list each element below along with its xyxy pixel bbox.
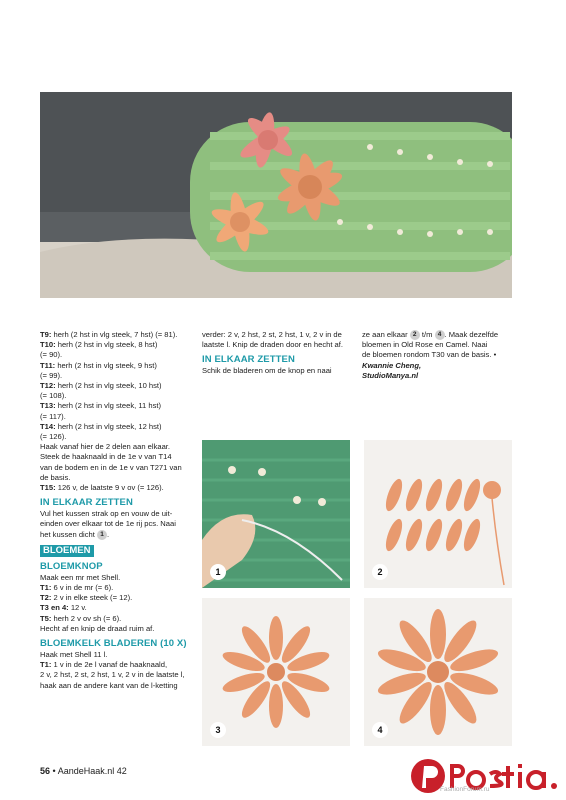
button-intro: Maak een mr met Shell. xyxy=(40,572,121,582)
right-column xyxy=(362,330,522,381)
middle-text: Schik de bladeren om de knop en naai xyxy=(202,366,332,376)
leaves-intro: Haak met Shell 11 l. xyxy=(40,650,108,660)
instruction-row: T3 en 4: 12 v. xyxy=(40,603,87,613)
author-name: Kwannie Cheng, xyxy=(362,360,422,370)
button-end: Hecht af en knip de draad ruim af. xyxy=(40,623,155,633)
heading-assembly: IN ELKAAR ZETTEN xyxy=(40,497,133,509)
instruction-row: T13: herh (2 hst in vlg steek, 11 hst) xyxy=(40,401,162,411)
instruction-row: T9: herh (2 hst in vlg steek, 7 hst) (= 81). xyxy=(40,330,178,339)
heading-assembly-2: IN ELKAAR ZETTEN xyxy=(202,354,295,366)
heading-leaves: BLOEMKELK BLADEREN (10 X) xyxy=(40,638,187,650)
magazine-name: AandeHaak.nl 42 xyxy=(57,766,127,776)
instruction-row: T10: herh (2 hst in vlg steek, 8 hst) xyxy=(40,340,158,350)
middle-column xyxy=(202,330,358,377)
assembly-text: Vul het kussen strak op en vouw de uit- xyxy=(40,509,173,519)
leaves-text: haak aan de andere kant van de l-ketting xyxy=(40,680,178,690)
instruction-row: T14: herh (2 hst in vlg steek, 12 hst) xyxy=(40,421,162,431)
instruction-row: T11: herh (2 hst in vlg steek, 9 hst) xyxy=(40,360,157,370)
heading-button: BLOEMKNOP xyxy=(40,560,103,572)
right-text: ze aan elkaar 2 t/m 4 . Maak dezelfde xyxy=(362,330,499,339)
step-photo-1 xyxy=(202,440,350,588)
instruction-row: Haak vanaf hier de 2 delen aan elkaar. xyxy=(40,442,171,452)
photo-ref-badge: 1 xyxy=(97,530,107,540)
photo-ref-badge: 4 xyxy=(435,330,445,340)
instruction-row: (= 117). xyxy=(40,411,66,421)
page-footer: 56 • AandeHaak.nl 42 xyxy=(40,766,127,776)
step-photo-4 xyxy=(364,598,512,746)
instruction-row: de basis. xyxy=(40,472,71,482)
step-photo-2 xyxy=(364,440,512,588)
author-studio: StudioManya.nl xyxy=(362,370,419,380)
step-badge: 3 xyxy=(210,722,226,738)
right-text: de bloemen rondom T30 van de basis. • xyxy=(362,350,497,360)
instruction-row: (= 90). xyxy=(40,350,63,360)
step-photo-3 xyxy=(202,598,350,746)
middle-text: verder: 2 v, 2 hst, 2 st, 2 hst, 1 v, 2 v in de xyxy=(202,330,342,339)
instruction-row: T12: herh (2 hst in vlg steek, 10 hst) xyxy=(40,381,162,391)
assembly-text: het kussen dicht 1 . xyxy=(40,529,110,539)
instruction-row: T5: herh 2 v ov sh (= 6). xyxy=(40,613,122,623)
instruction-row: T1: 1 v in de 2e l vanaf de haaknaald, xyxy=(40,660,168,670)
step-badge: 1 xyxy=(210,564,226,580)
instruction-row: (= 126). xyxy=(40,432,67,442)
step-badge: 4 xyxy=(372,722,388,738)
instruction-row: Steek de haaknaald in de 1e v van T14 xyxy=(40,452,172,462)
instruction-row: (= 108). xyxy=(40,391,67,401)
middle-text: laatste l. Knip de draden door en hecht af. xyxy=(202,340,344,350)
leaves-text: 2 v, 2 hst, 2 st, 2 hst, 1 v, 2 v in de laatste l, xyxy=(40,670,185,680)
photo-ref-badge: 2 xyxy=(410,330,420,340)
heading-flowers: BLOEMEN xyxy=(40,545,94,557)
left-column xyxy=(40,330,198,691)
instruction-row: T2: 2 v in elke steek (= 12). xyxy=(40,593,133,603)
instruction-row: T15: 126 v, de laatste 9 v ov (= 126). xyxy=(40,483,164,493)
instruction-row: (= 99). xyxy=(40,370,63,380)
instruction-row: T1: 6 v in de mr (= 6). xyxy=(40,583,114,593)
right-text: bloemen in Old Rose en Camel. Naai xyxy=(362,340,488,350)
watermark-site: FashionForum.ru xyxy=(440,786,490,793)
assembly-text: einden over elkaar tot de 1e rij pcs. Naai xyxy=(40,519,176,529)
instruction-row: van de bodem en in de 1e v van T271 van xyxy=(40,462,182,472)
page-number: 56 xyxy=(40,766,51,776)
step-badge: 2 xyxy=(372,564,388,580)
hero-photo xyxy=(40,92,512,298)
